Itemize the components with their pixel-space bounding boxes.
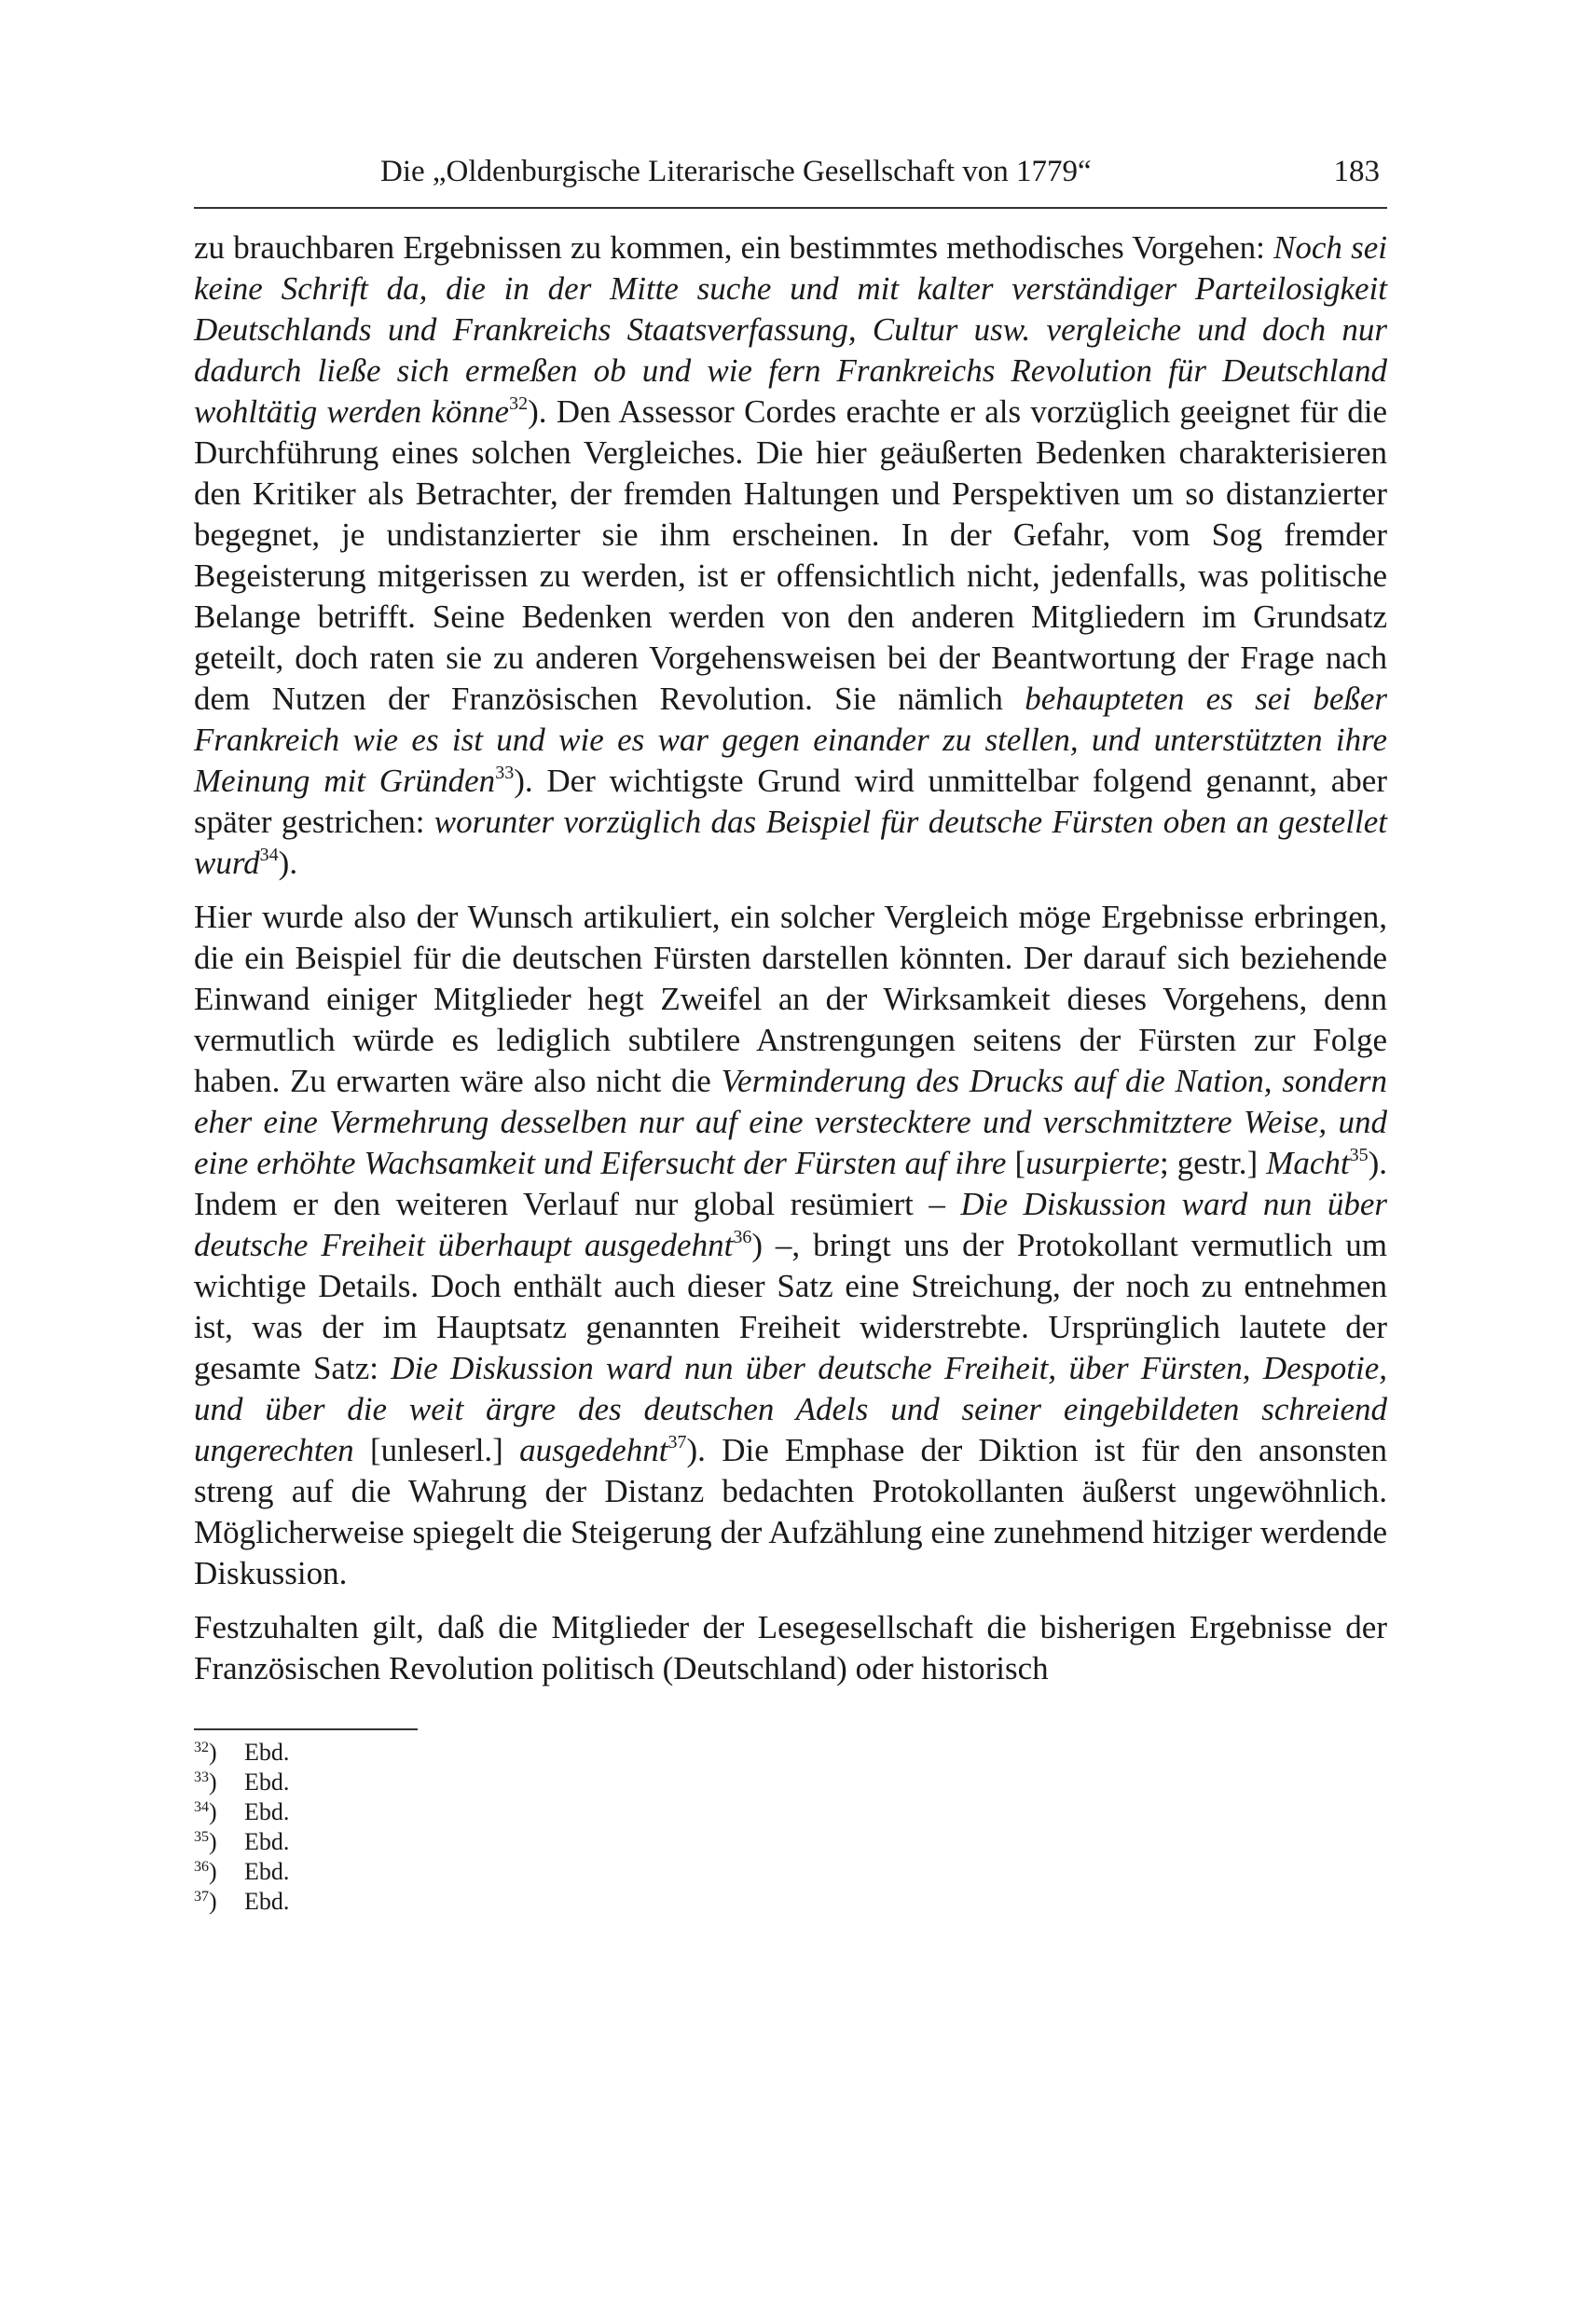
quoted-text: behaupteten es sei beßer Frankreich wie es ist und wie es war gegen einander zu stellen, und unterstützten ihre Meinung mit Gründen [194,681,1388,799]
text-run: ). Indem er den weiteren Verlauf nur global resümiert – [194,1145,1388,1222]
quoted-text: Macht [1266,1145,1350,1181]
text-run: Hier wurde also der Wunsch artikuliert, ein solcher Vergleich möge Ergebnisse erbringen, die ein Beispiel für die deutschen Fürsten darstellen könnten. Der darauf sich beziehende Einwand einiger Mitglieder hegt Zweifel an der Wirksamkeit dieses Vorgehens, denn vermutlich würde es lediglich subtilere Anstrengungen seitens der Fürsten zur Folge haben. Zu erwarten wäre also nicht die [194,899,1387,1099]
footnotes [194,1738,1387,1917]
running-head-title: Die „Oldenburgische Literarische Gesellschaft von 1779“ [380,155,1092,188]
footnote [194,1857,1387,1887]
text-run: ). [278,845,298,881]
footnote-ref[interactable]: 34 [259,845,279,865]
quoted-text: usurpierte [1025,1145,1160,1181]
footnote [194,1827,1387,1857]
text-run: ; gestr.] [1160,1145,1267,1181]
footnote-ref[interactable]: 32 [509,393,529,414]
footnote-text: Ebd. [244,1739,290,1766]
footnote-number: $^{35}$) [194,1828,217,1855]
text-run: zu brauchbaren Ergebnissen zu kommen, ein bestimmtes methodisches Vorgehen: [194,229,1274,266]
text-run: Festzuhalten gilt, daß die Mitglieder der Lesegesellschaft die bisherigen Ergebnisse der Französischen Revolution politisch (Deutschland) oder historisch [194,1609,1387,1686]
paragraph [194,897,1387,1594]
footnote-divider [194,1728,418,1730]
footnote-text: Ebd. [244,1828,290,1855]
footnote-text: Ebd. [244,1798,290,1825]
footnote [194,1738,1387,1768]
quoted-text: Noch sei keine Schrift da, die in der Mitte suche und mit kalter verständiger Parteilosigkeit Deutschlands und Frankreichs Staatsverfassung, Cultur usw. vergleiche und doch nur dadurch ließe sich ermeßen ob und wie fern Frankreichs Revolution für Deutschland wohltätig werden könne [194,229,1387,430]
quoted-text: Die Diskussion ward nun über deutsche Freiheit, über Fürsten, Despotie, und über die weit ärgre des deutschen Adels und seiner eingebildeten schreiend ungerechten [194,1350,1387,1468]
running-head [194,149,1387,209]
body-text [194,227,1387,1689]
footnote [194,1768,1387,1797]
footnote-number: $^{33}$) [194,1768,217,1796]
quoted-text: Verminderung des Drucks auf die Nation, sondern eher eine Vermehrung desselben nur auf eine verstecktere und verschmitztere Weise, und eine erhöhte Wachsamkeit und Eifersucht der Fürsten auf ihre [194,1063,1387,1181]
footnote-text: Ebd. [244,1768,290,1796]
footnote-text: Ebd. [244,1858,290,1885]
footnote-ref[interactable]: 37 [667,1432,687,1452]
text-run: ). Den Assessor Cordes erachte er als vorzüglich geeignet für die Durchführung eines solchen Vergleiches. Die hier geäußerten Bedenken charakterisieren den Kritiker als Betrachter, der fremden Haltungen und Perspektiven um so distanzierter begegnet, je undistanzierter sie ihm erscheinen. In der Gefahr, vom Sog fremder Begeisterung mitgerissen zu werden, ist er offensichtlich nicht, jedenfalls, was politische Belange betrifft. Seine Bedenken werden von den anderen Mitgliedern im Grundsatz geteilt, doch raten sie zu anderen Vorgehensweisen bei der Beantwortung der Frage nach dem Nutzen der Französischen Revolution. Sie nämlich [194,393,1387,717]
paragraph [194,1607,1387,1689]
footnote-number: $^{37}$) [194,1888,217,1915]
text-run: [unleserl.] [369,1432,520,1468]
text-run: [ [1014,1145,1026,1181]
quoted-text: worunter vorzüglich das Beispiel für deutsche Fürsten oben an gestellet wurd [194,804,1388,881]
paragraph [194,227,1387,884]
footnote-ref[interactable]: 36 [733,1227,752,1247]
footnote-ref[interactable]: 33 [495,763,515,783]
book-page [194,149,1387,1917]
footnote-number: $^{34}$) [194,1798,217,1825]
footnote-number: $^{36}$) [194,1858,217,1885]
footnote-ref[interactable]: 35 [1349,1145,1369,1165]
text-run: ). Die Emphase der Diktion ist für den ansonsten streng auf die Wahrung der Distanz bedachten Protokollanten äußerst ungewöhnlich. Möglicherweise spiegelt die Steigerung der Aufzählung eine zunehmend hitziger werdende Diskussion. [194,1432,1387,1591]
text-run: ) –, bringt uns der Protokollant vermutlich um wichtige Details. Doch enthält auch dieser Satz eine Streichung, der noch zu entnehmen ist, was der im Hauptsatz genannten Freiheit widerstrebte. Ursprünglich lautete der gesamte Satz: [194,1227,1387,1386]
quoted-text: ausgedehnt [519,1432,668,1468]
quoted-text: Die Diskussion ward nun über deutsche Freiheit überhaupt ausgedehnt [194,1186,1387,1263]
page-number: 183 [1333,155,1380,188]
footnote-number: $^{32}$) [194,1739,217,1766]
footnote [194,1797,1387,1827]
footnote [194,1887,1387,1917]
footnote-text: Ebd. [244,1888,290,1915]
text-run: ). Der wichtigste Grund wird unmittelbar folgend genannt, aber später gestrichen: [194,763,1387,840]
